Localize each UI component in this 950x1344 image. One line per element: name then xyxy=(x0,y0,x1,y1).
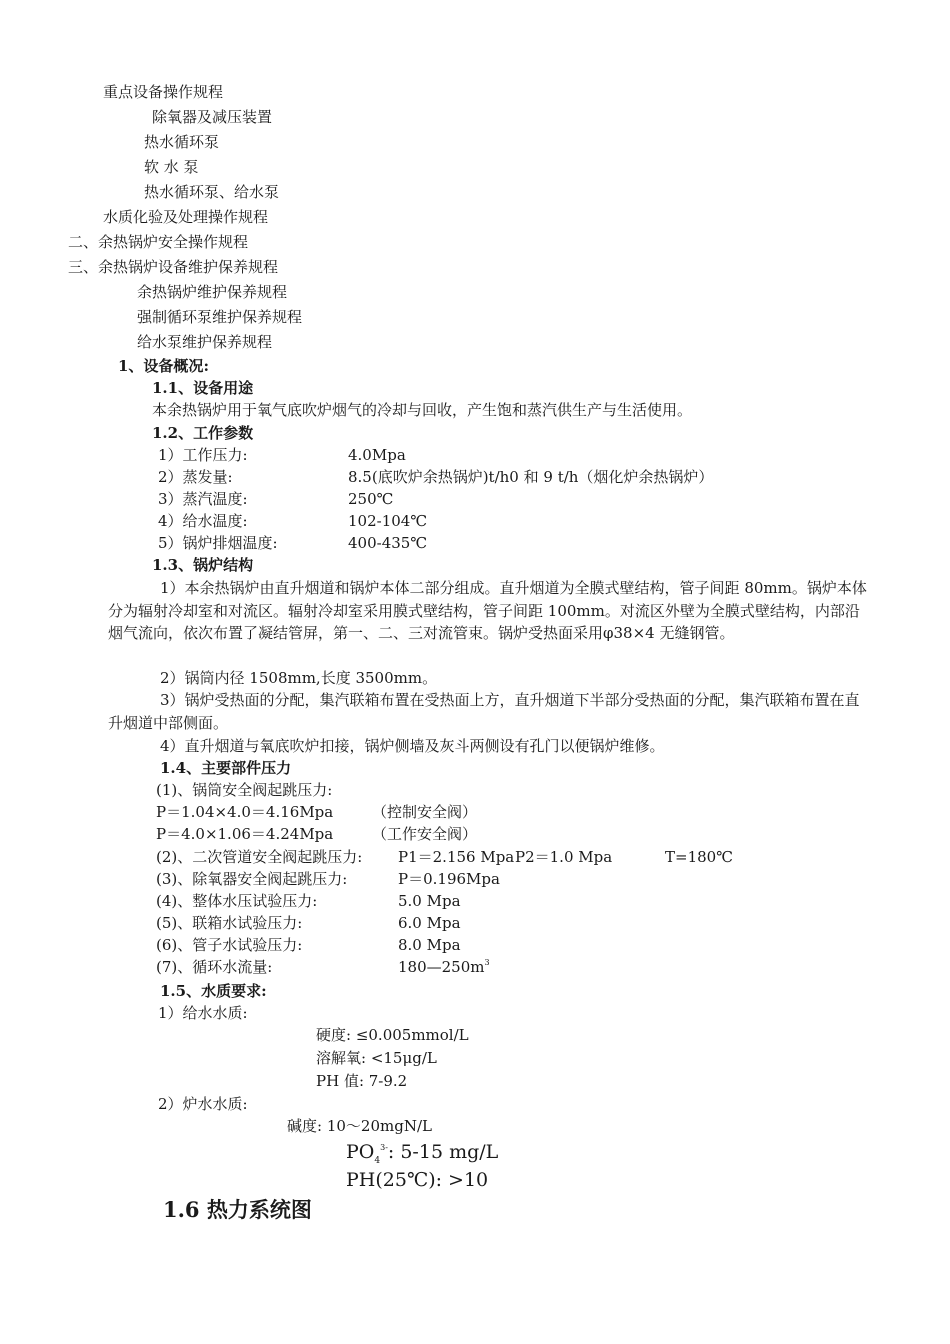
param-value: 250℃ xyxy=(348,490,394,508)
phosphate-line xyxy=(346,1139,498,1169)
boiler-water-label: 2）炉水水质: xyxy=(158,1095,248,1113)
param-label: 5）锅炉排烟温度: xyxy=(158,534,278,552)
structure-paragraph-1: 1）本余热锅炉由直升烟道和锅炉本体二部分组成。直升烟道为全膜式壁结构，管子间距 80mm。锅炉本体分为辐射冷却室和对流区。辐射冷却室采用膜式壁结构，管子间距 100mm。对流区外壁为全膜式壁结构，内部沿烟气流向，依次布置了凝结管屏，第一、二、三对流管束。锅炉受热面采用φ38×4 无缝钢管。 xyxy=(108,579,867,642)
param-label: 3）蒸汽温度: xyxy=(158,490,248,508)
boiler-ph-25: PH(25℃): >10 xyxy=(346,1169,489,1191)
toc-section-3: 三、余热锅炉设备维护保养规程 xyxy=(68,258,279,276)
phosphate-subscript: 4 xyxy=(374,1156,381,1166)
param-value: 102-104℃ xyxy=(348,512,428,530)
pressure-6-value: 8.0 Mpa xyxy=(398,936,461,954)
phosphate-value: : 5-15 mg/L xyxy=(387,1141,499,1163)
overview-heading: 1、设备概况: xyxy=(118,357,209,375)
pressure-5-value: 6.0 Mpa xyxy=(398,914,461,932)
purpose-heading: 1.1、设备用途 xyxy=(152,379,254,397)
param-value: 8.5(底吹炉余热锅炉)t/h0 和 9 t/h（烟化炉余热锅炉） xyxy=(348,468,714,486)
param-label: 1）工作压力: xyxy=(158,446,248,464)
pressure-2-label: (2)、二次管道安全阀起跳压力: xyxy=(156,848,363,866)
pressure-3-value: P＝0.196Mpa xyxy=(398,870,500,888)
water-heading: 1.5、水质要求: xyxy=(160,982,267,1000)
pressure-3-label: (3)、除氧器安全阀起跳压力: xyxy=(156,870,348,888)
pressure-2-temp: T=180℃ xyxy=(665,848,733,866)
toc-maint-boiler: 余热锅炉维护保养规程 xyxy=(137,283,288,301)
pressure-1a-formula: P＝1.04×4.0＝4.16Mpa xyxy=(156,803,334,821)
param-value: 4.0Mpa xyxy=(348,446,406,464)
structure-paragraph-4: 4）直升烟道与氧底吹炉扣接，锅炉侧墙及灰斗两侧设有孔门以便锅炉维修。 xyxy=(160,737,665,755)
feed-oxygen: 溶解氧: <15μg/L xyxy=(316,1049,437,1067)
toc-maint-feed-pump: 给水泵维护保养规程 xyxy=(137,333,273,351)
toc-maint-forced-pump: 强制循环泵维护保养规程 xyxy=(137,308,303,326)
pressure-4-label: (4)、整体水压试验压力: xyxy=(156,892,318,910)
pressure-heading: 1.4、主要部件压力 xyxy=(160,759,292,777)
toc-hot-water-pump: 热水循环泵 xyxy=(144,133,220,151)
pressure-2-p1: P1＝2.156 Mpa xyxy=(398,848,515,866)
pressure-2-p2: P2＝1.0 Mpa xyxy=(515,848,613,866)
thermal-system-title: 1.6 热力系统图 xyxy=(163,1197,312,1222)
toc-section-2: 二、余热锅炉安全操作规程 xyxy=(68,233,249,251)
feed-hardness: 硬度: ≤0.005mmol/L xyxy=(316,1026,469,1044)
flow-value: 180—250m xyxy=(398,958,485,976)
structure-paragraph-3: 3）锅炉受热面的分配，集汽联箱布置在受热面上方，直升烟道下半部分受热面的分配，集汽联箱布置在直升烟道中部侧面。 xyxy=(108,691,860,732)
toc-hot-feed-pump: 热水循环泵、给水泵 xyxy=(144,183,280,201)
pressure-5-label: (5)、联箱水试验压力: xyxy=(156,914,303,932)
feed-water-label: 1）给水水质: xyxy=(158,1004,248,1022)
param-value: 400-435℃ xyxy=(348,534,428,552)
pressure-1a-note: （控制安全阀） xyxy=(372,803,478,821)
param-label: 2）蒸发量: xyxy=(158,468,233,486)
param-label: 4）给水温度: xyxy=(158,512,248,530)
toc-water-quality: 水质化验及处理操作规程 xyxy=(103,208,269,226)
structure-heading: 1.3、锅炉结构 xyxy=(152,556,254,574)
params-heading: 1.2、工作参数 xyxy=(152,424,254,442)
pressure-1-label: (1)、锅筒安全阀起跳压力: xyxy=(156,781,333,799)
pressure-1b-note: （工作安全阀） xyxy=(372,825,478,843)
purpose-text: 本余热锅炉用于氧气底吹炉烟气的冷却与回收，产生饱和蒸汽供生产与生活使用。 xyxy=(152,401,693,419)
pressure-7-label: (7)、循环水流量: xyxy=(156,958,273,976)
toc-soft-water-pump: 软 水 泵 xyxy=(144,158,199,176)
toc-key-equipment: 重点设备操作规程 xyxy=(103,83,224,101)
toc-deaerator: 除氧器及减压装置 xyxy=(152,108,273,126)
boiler-alkalinity: 碱度: 10～20mgN/L xyxy=(287,1117,432,1135)
phosphate-charge: 3- xyxy=(380,1143,388,1152)
flow-unit-superscript: 3 xyxy=(484,958,490,967)
pressure-6-label: (6)、管子水试验压力: xyxy=(156,936,303,954)
pressure-1b-formula: P＝4.0×1.06＝4.24Mpa xyxy=(156,825,334,843)
structure-paragraph-2: 2）锅筒内径 1508mm,长度 3500mm。 xyxy=(160,669,438,687)
pressure-4-value: 5.0 Mpa xyxy=(398,892,461,910)
phosphate-symbol: PO xyxy=(346,1141,375,1163)
feed-ph: PH 值: 7-9.2 xyxy=(316,1072,408,1090)
pressure-7-value xyxy=(398,957,490,977)
